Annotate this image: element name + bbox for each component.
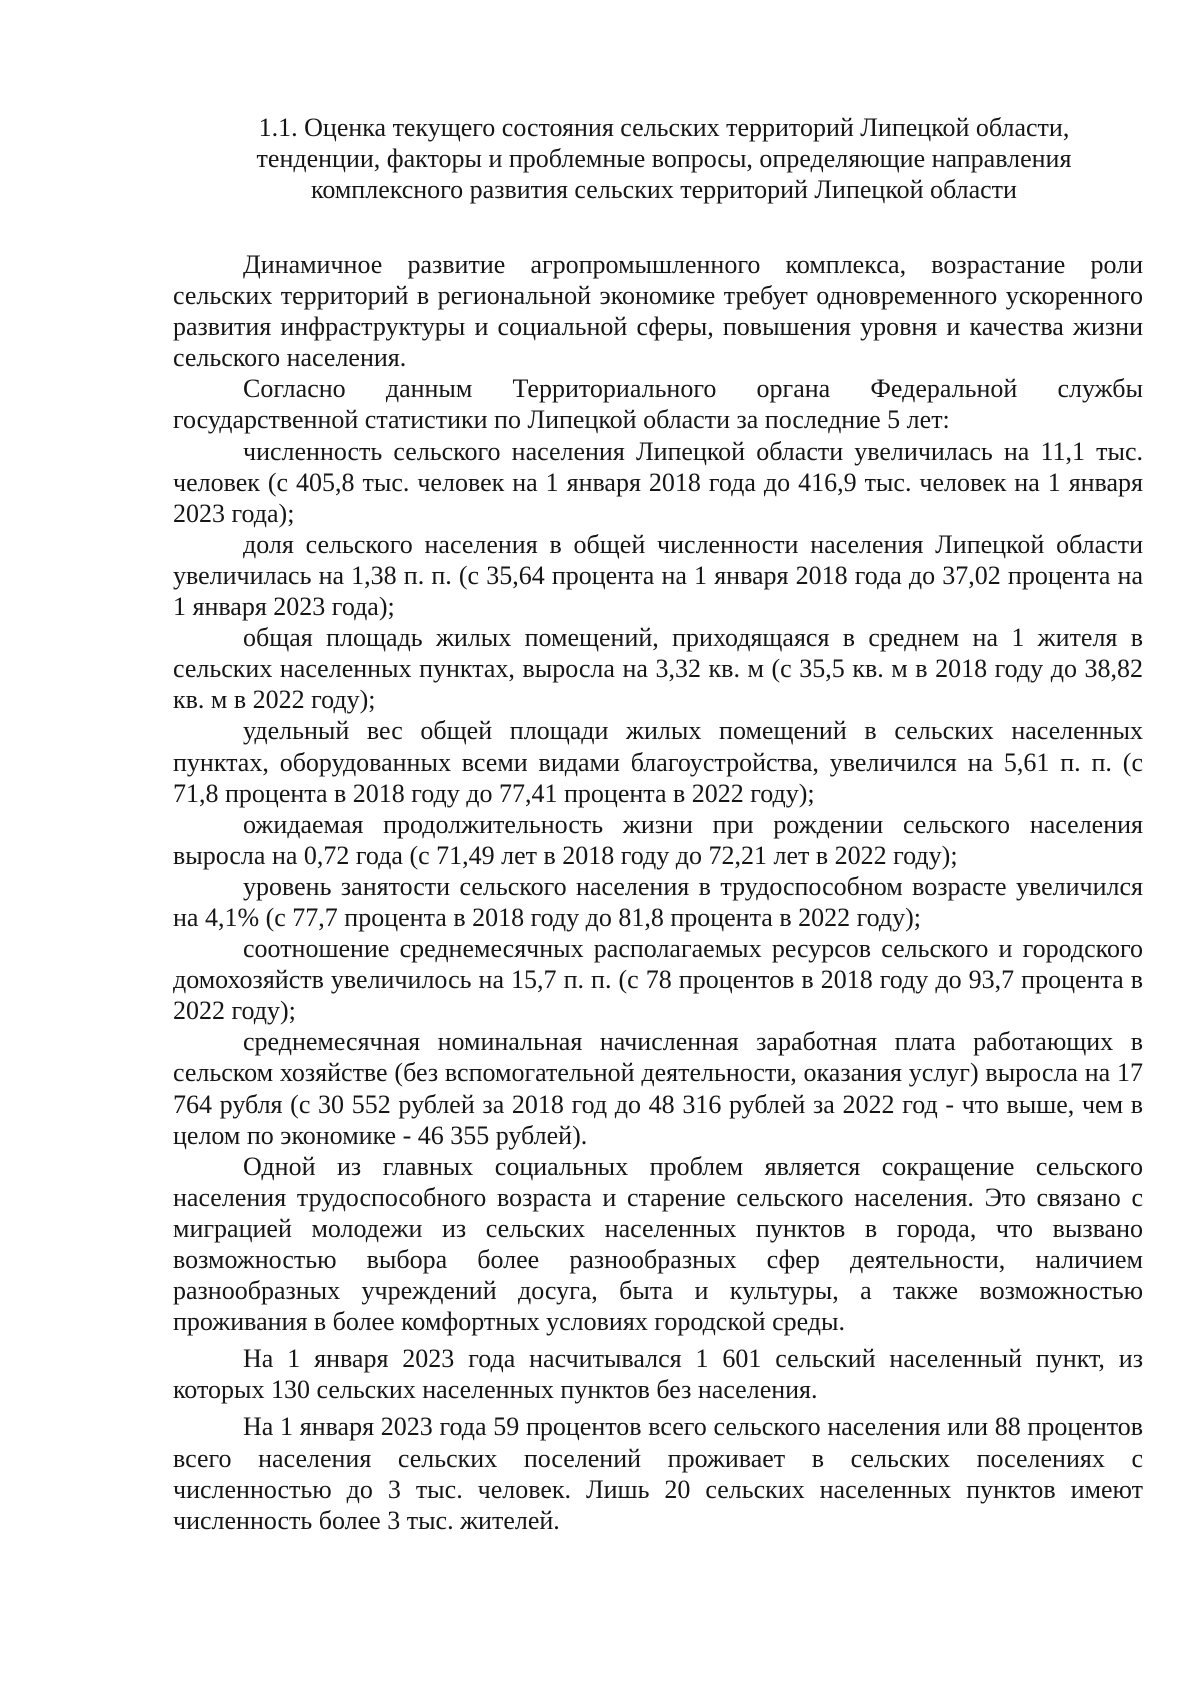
list-item-living-space: общая площадь жилых помещений, приходящаяся в среднем на 1 жителя в сельских населенных пунктах, выросла на 3,32 кв. м (с 35,5 кв. м в 2018 году до 38,82 кв. м в 2022 году); (173, 623, 1143, 715)
list-item-life-expectancy: ожидаемая продолжительность жизни при рождении сельского населения выросла на 0,72 года (с 71,49 лет в 2018 году до 72,21 лет в 2022 году); (173, 809, 1143, 870)
list-item-employment: уровень занятости сельского населения в трудоспособном возрасте увеличился на 4,1% (с 77,7 процента в 2018 году до 81,8 процента в 2022 году); (173, 871, 1143, 932)
paragraph-settlement-sizes: На 1 января 2023 года 59 процентов всего сельского населения или 88 процентов всего населения сельских поселений проживает в сельских поселениях с численностью до 3 тыс. человек. Лишь 20 сельских населенных пунктов имеют численность более 3 тыс. жителей. (173, 1412, 1143, 1535)
section-heading (173, 112, 1143, 205)
list-item-rural-population: численность сельского населения Липецкой области увеличилась на 11,1 тыс. человек (с 405,8 тыс. человек на 1 января 2018 года до 416,9 тыс. человек на 1 января 2023 года); (173, 436, 1143, 528)
list-item-housing-amenities: удельный вес общей площади жилых помещений в сельских населенных пунктах, оборудованных всеми видами благоустройства, увеличился на 5,61 п. п. (с 71,8 процента в 2018 году до 77,41 процента в 2022 году); (173, 716, 1143, 808)
paragraph-intro: Динамичное развитие агропромышленного комплекса, возрастание роли сельских территорий в региональной экономике требует одновременного ускоренного развития инфраструктуры и социальной сферы, повышения уровня и качества жизни сельского населения. (173, 250, 1143, 373)
paragraph-statistics-intro: Согласно данным Территориального органа Федеральной службы государственной статистики по Липецкой области за последние 5 лет: (173, 374, 1143, 435)
list-item-rural-share: доля сельского населения в общей численности населения Липецкой области увеличилась на 1,38 п. п. (с 35,64 процента на 1 января 2018 года до 37,02 процента на 1 января 2023 года); (173, 529, 1143, 622)
section-heading-line: комплексного развития сельских территорий Липецкой области (311, 175, 1017, 204)
section-heading-line: тенденции, факторы и проблемные вопросы, определяющие направления (256, 144, 1072, 173)
document-page (173, 112, 1143, 1536)
list-item-salary: среднемесячная номинальная начисленная заработная плата работающих в сельском хозяйстве (без вспомогательной деятельности, оказания услуг) выросла на 17 764 рубля (с 30 552 рублей за 2018 год до 48 316 рублей за 2022 год - что выше, чем в целом по экономике - 46 355 рублей). (173, 1027, 1143, 1150)
document-body (173, 249, 1143, 1536)
list-item-household-resources: соотношение среднемесячных располагаемых ресурсов сельского и городского домохозяйств увеличилось на 15,7 п. п. (с 78 процентов в 2018 году до 93,7 процента в 2022 году); (173, 934, 1143, 1026)
section-heading-line: 1.1. Оценка текущего состояния сельских территорий Липецкой области, (258, 113, 1070, 142)
paragraph-settlements-count: На 1 января 2023 года насчитывался 1 601 сельский населенный пункт, из которых 130 сельских населенных пунктов без населения. (173, 1344, 1143, 1405)
paragraph-social-problems: Одной из главных социальных проблем является сокращение сельского населения трудоспособного возраста и старение сельского населения. Это связано с миграцией молодежи из сельских населенных пунктов в города, что вызвано возможностью выбора более разнообразных сфер деятельности, наличием разнообразных учреждений досуга, быта и культуры, а также возможностью проживания в более комфортных условиях городской среды. (173, 1151, 1143, 1337)
